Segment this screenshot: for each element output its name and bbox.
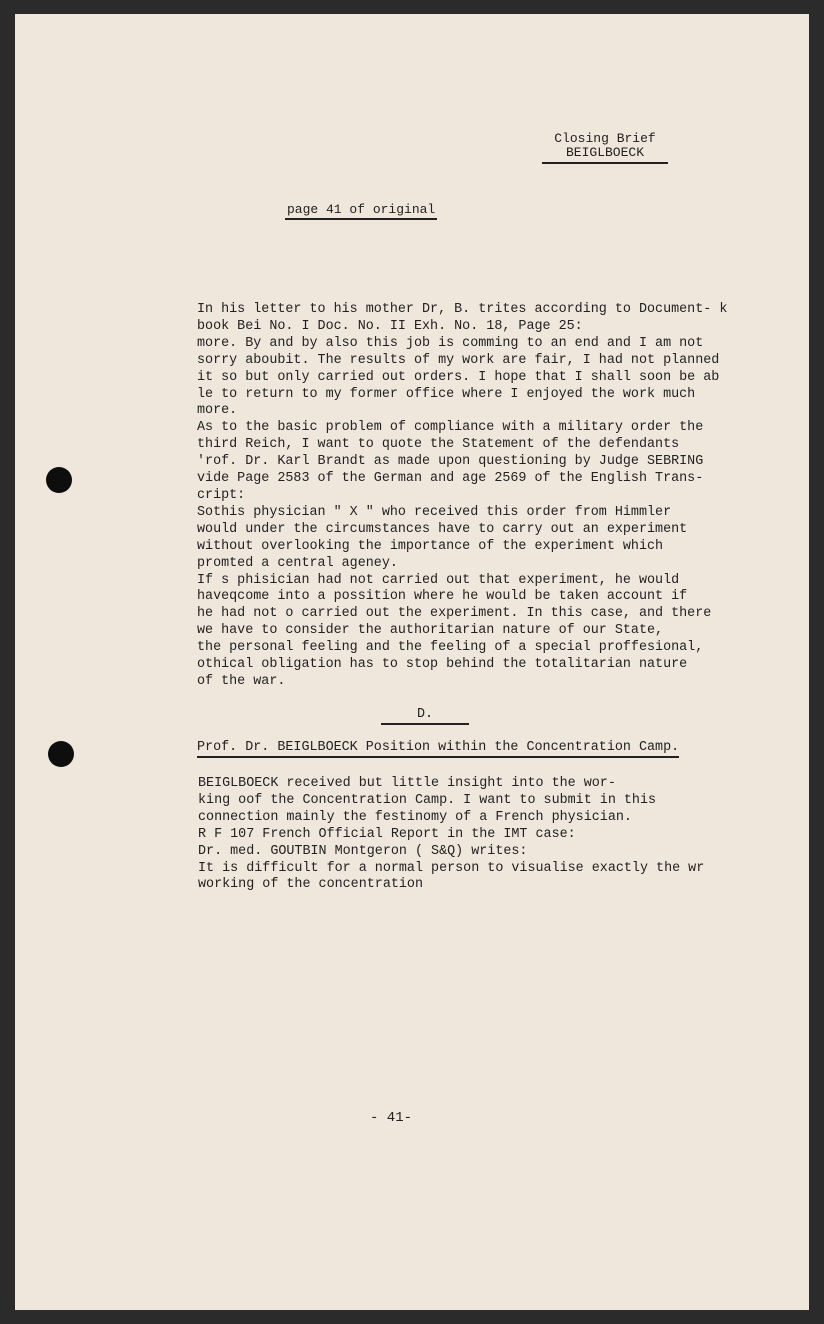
punch-hole-top bbox=[46, 467, 72, 493]
section-body-text: BEIGLBOECK received but little insight into the wor- king oof the Concentration Camp. I want to submit in this connection mainly the festinomy of a French physician. R F 107 French Official Report in the IMT case: Dr. med. GOUTBIN Montgeron ( S&Q) writes: It is difficult for a normal person to visualise exactly the wr working of the concentration bbox=[198, 776, 705, 893]
punch-hole-bottom bbox=[48, 741, 74, 767]
section-title: Prof. Dr. BEIGLBOECK Position within the Concentration Camp. bbox=[197, 740, 679, 758]
document-page bbox=[15, 14, 809, 1310]
page-number: - 41- bbox=[370, 1110, 413, 1126]
header-line-2: BEIGLBOECK bbox=[542, 146, 668, 164]
section-letter: D. bbox=[381, 707, 469, 725]
original-page-reference: page 41 of original bbox=[285, 202, 437, 220]
body-text: In his letter to his mother Dr, B. trites according to Document- k book Bei No. I Doc. No. II Exh. No. 18, Page 25: more. By and by also this job is comming to an end and I am not sorry aboubit. The results of my work are fair, I had not planned it so but only carried out orders. I hope that I shall soon be ab le to return to my former office where I enjoyed the work much more. As to the basic problem of compliance with a military order the third Reich, I want to quote the Statement of the defendants 'rof. Dr. Karl Brandt as made upon questioning by Judge SEBRING vide Page 2583 of the German and age 2569 of the English Trans- cript: Sothis physician " X " who received this order from Himmler would under the circumstances have to carry out an experiment without overlooking the importance of the experiment which promted a central ageney. If s phisician had not carried out that experiment, he would haveqcome into a possition where he would be taken account if he had not o carried out the experiment. In this case, and there we have to consider the authoritarian nature of our State, the personal feeling and the feeling of a special proffesional, othical obligation has to stop behind the totalitarian nature of the war. bbox=[197, 302, 728, 689]
header-line-1: Closing Brief bbox=[554, 131, 656, 146]
document-header bbox=[542, 132, 668, 164]
